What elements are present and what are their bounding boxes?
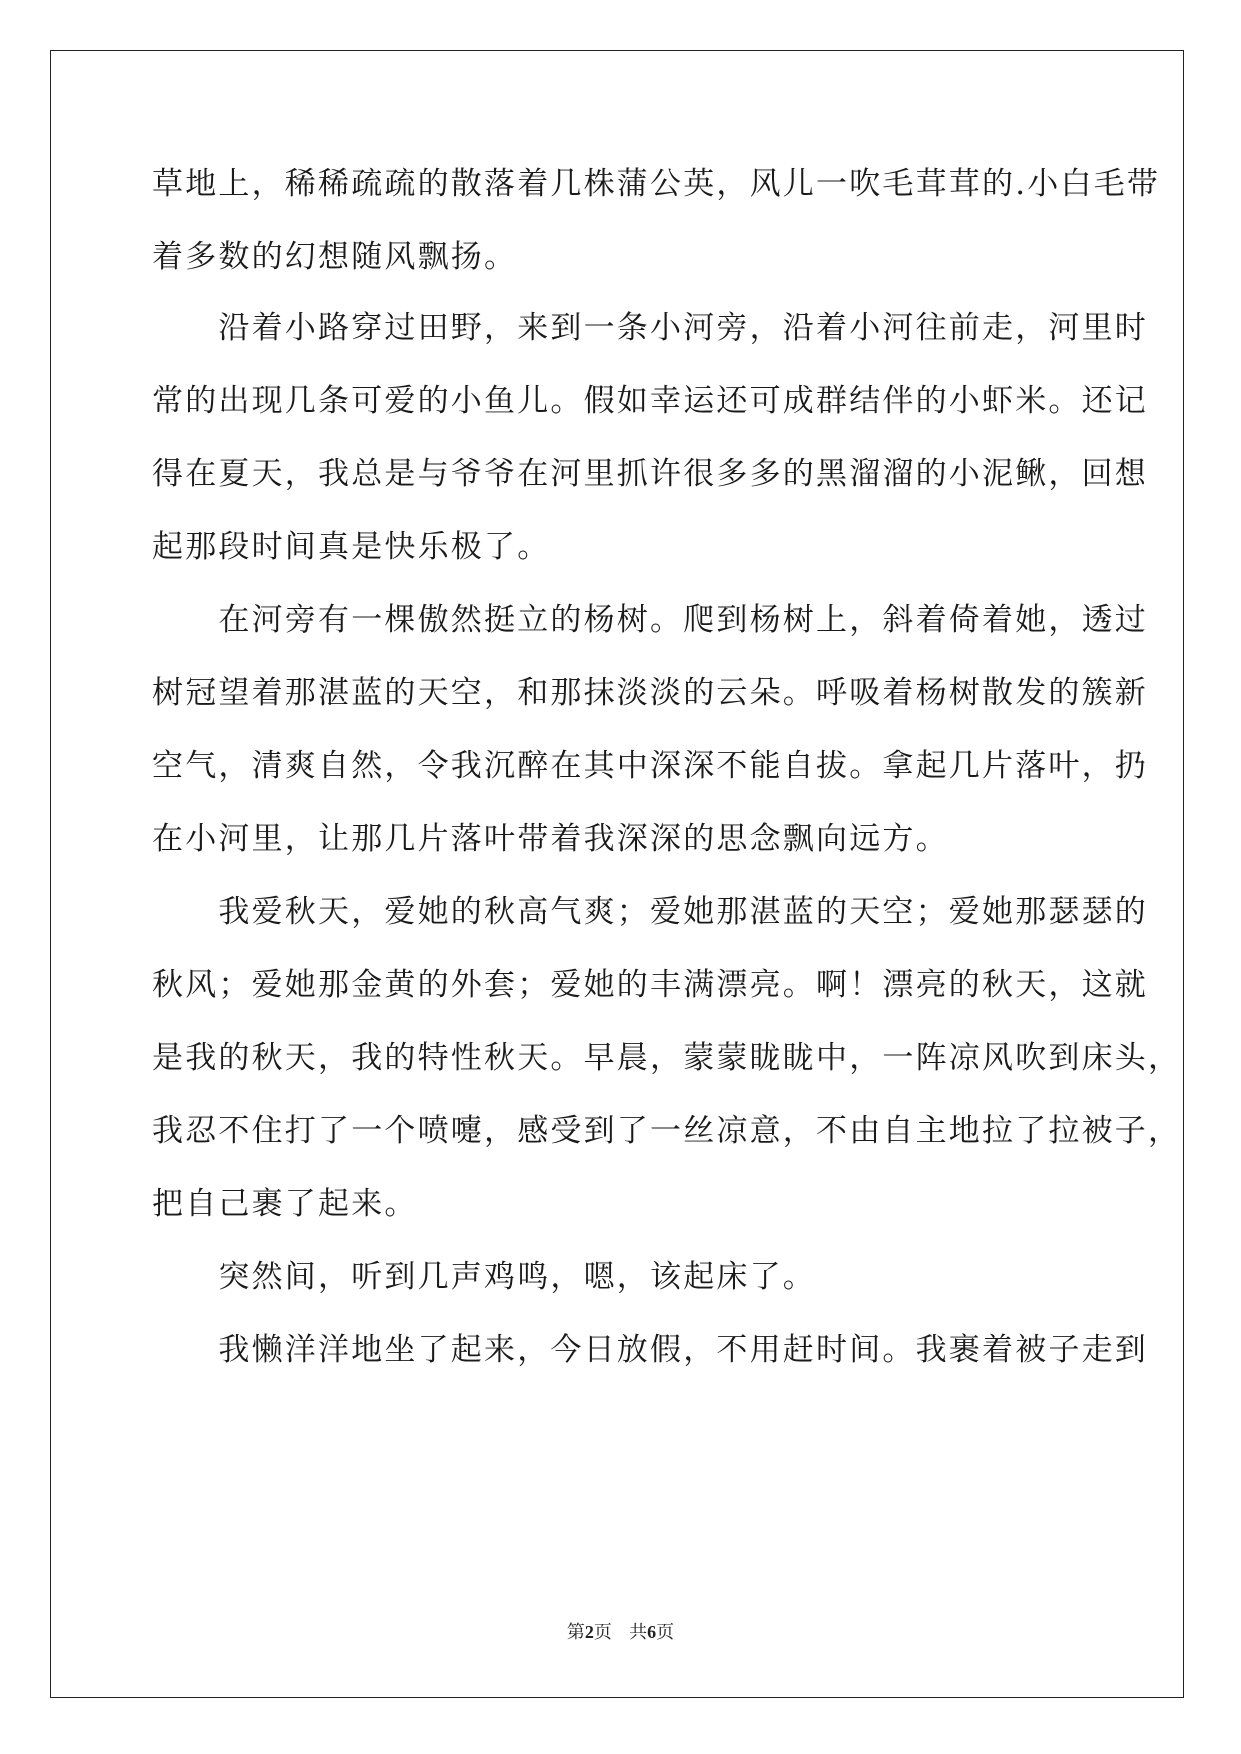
text-line: 我懒洋洋地坐了起来，今日放假，不用赶时间。我裹着被子走到	[152, 1332, 1148, 1368]
footer-total-prefix: 共	[629, 1622, 648, 1643]
text-line: 是我的秋天，我的特性秋天。早晨，蒙蒙眬眬中，一阵凉风吹到床头，	[152, 1040, 1182, 1076]
text-line: 起那段时间真是快乐极了。	[152, 529, 551, 565]
text-line: 突然间，听到几声鸡鸣，嗯，该起床了。	[152, 1259, 816, 1295]
text-line: 得在夏天，我总是与爷爷在河里抓许很多多的黑溜溜的小泥鳅，回想	[152, 456, 1148, 492]
text-line: 常的出现几条可爱的小鱼儿。假如幸运还可成群结伴的小虾米。还记	[152, 383, 1148, 419]
text-line: 把自己裹了起来。	[152, 1186, 418, 1222]
footer-total-pages: 6	[647, 1622, 657, 1642]
text-line: 在河旁有一棵傲然挺立的杨树。爬到杨树上，斜着倚着她，透过	[152, 602, 1148, 638]
text-line: 秋风；爱她那金黄的外套；爱她的丰满漂亮。啊！漂亮的秋天，这就	[152, 967, 1148, 1003]
text-line: 在小河里，让那几片落叶带着我深深的思念飘向远方。	[152, 821, 949, 857]
page-border	[50, 50, 1184, 1698]
footer-page-suffix: 页	[593, 1622, 612, 1643]
text-line: 草地上，稀稀疏疏的散落着几株蒲公英，风儿一吹毛茸茸的.小白毛带	[152, 166, 1161, 202]
footer-page-number: 2	[584, 1622, 594, 1642]
text-line: 着多数的幻想随风飘扬。	[152, 239, 518, 275]
footer-total-suffix: 页	[656, 1622, 675, 1643]
text-line: 树冠望着那湛蓝的天空，和那抹淡淡的云朵。呼吸着杨树散发的簇新	[152, 675, 1148, 711]
text-line: 空气，清爽自然，令我沉醉在其中深深不能自拔。拿起几片落叶，扔	[152, 748, 1148, 784]
text-line: 我爱秋天，爱她的秋高气爽；爱她那湛蓝的天空；爱她那瑟瑟的	[152, 894, 1148, 930]
text-line: 沿着小路穿过田野，来到一条小河旁，沿着小河往前走，河里时	[152, 310, 1148, 346]
page-footer	[0, 1618, 1241, 1644]
footer-prefix: 第	[566, 1622, 585, 1643]
text-line: 我忍不住打了一个喷嚏，感受到了一丝凉意，不由自主地拉了拉被子，	[152, 1113, 1182, 1149]
